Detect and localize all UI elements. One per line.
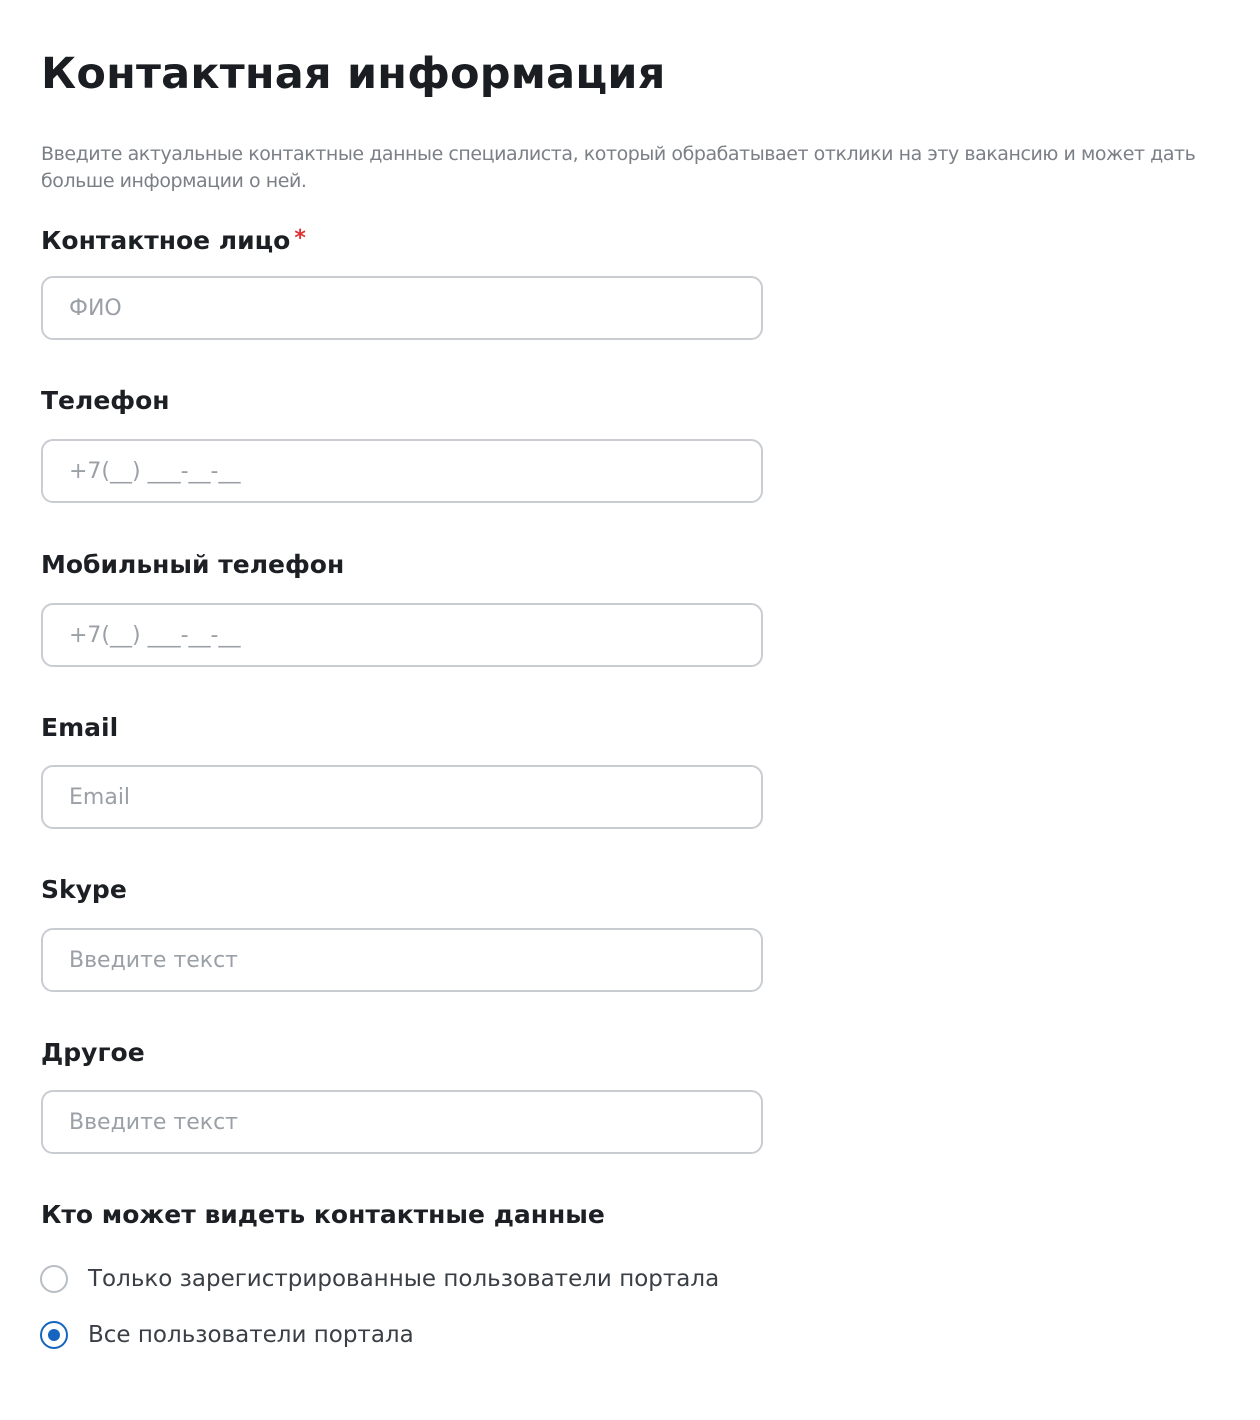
page-title: Контактная информация — [41, 49, 666, 99]
radio-button-unchecked[interactable] — [40, 1265, 68, 1293]
phone-input[interactable] — [41, 439, 763, 503]
visibility-label: Кто может видеть контактные данные — [41, 1200, 605, 1229]
radio-option-registered-users[interactable] — [40, 1262, 719, 1296]
radio-option-all-users[interactable] — [40, 1318, 414, 1352]
skype-input[interactable] — [41, 928, 763, 992]
email-input[interactable] — [41, 765, 763, 829]
other-label: Другое — [41, 1038, 145, 1067]
skype-label: Skype — [41, 875, 127, 904]
mobile-phone-label: Мобильный телефон — [41, 550, 345, 579]
radio-label-all-users: Все пользователи портала — [88, 1322, 414, 1348]
page-description: Введите актуальные контактные данные специалиста, который обрабатывает отклики на эту вакансию и может дать больше информации о ней. — [41, 143, 1196, 192]
phone-label: Телефон — [41, 386, 170, 415]
email-label: Email — [41, 713, 119, 742]
mobile-phone-input[interactable] — [41, 603, 763, 667]
other-input[interactable] — [41, 1090, 763, 1154]
contact-person-label-text: Контактное лицо — [41, 226, 291, 255]
required-asterisk: * — [294, 226, 306, 251]
contact-person-label — [41, 223, 306, 257]
contact-person-input[interactable] — [41, 276, 763, 340]
radio-label-registered-users: Только зарегистрированные пользователи портала — [88, 1266, 720, 1292]
radio-button-checked[interactable] — [40, 1321, 68, 1349]
